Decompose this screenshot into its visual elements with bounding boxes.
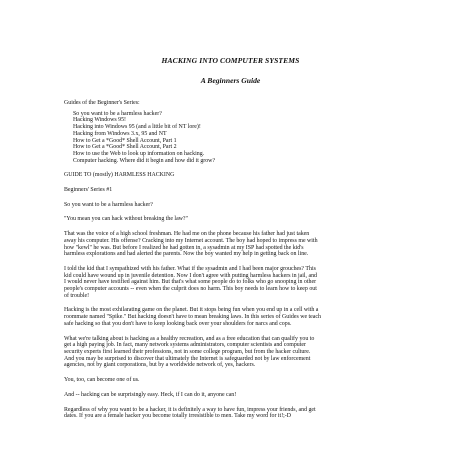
guides-heading: Guides of the Beginner's Series:: [64, 100, 140, 106]
text-line: security experts first learned their professions, not in some college program, but from the hacker culture.: [64, 348, 311, 355]
list-item: Hacking into Windows 95 (and a little bit of NT lore)!: [73, 124, 201, 131]
text-line: What we're talking about is hacking as a healthy recreation, and as a free education that can qualify you to: [64, 335, 315, 342]
text-line: away his computer. His offense? Cracking into my Internet account. The boy had hoped to impress me with: [64, 237, 318, 244]
text-line: roommate named "Spike." But hacking doesn't have to mean breaking laws. In this series of Guides we teach: [64, 314, 321, 321]
document-title: HACKING INTO COMPUTER SYSTEMS: [161, 56, 300, 65]
paragraph-3: [64, 307, 397, 327]
list-item: How to use the Web to look up information on hacking.: [73, 150, 205, 157]
list-item: Hacking from Windows 3.x, 95 and NT: [73, 130, 167, 137]
text-line: That was the voice of a high school freshman. He had me on the phone because his father had just taken: [64, 231, 310, 238]
text-line: Hacking is the most exhilarating game on the planet. But it stops being fun when you end up in a cell with a: [64, 307, 319, 314]
text-line: agencies, not by giant corporations, but by a worldwide network of, yes, hackers.: [64, 362, 256, 369]
paragraph-6: And -- hacking can be surprisingly easy. Heck, if I can do it, anyone can!: [64, 391, 237, 398]
text-line: people's computer accounts -- even when the culprit does no harm. This boy needs to learn how to keep out: [64, 286, 317, 293]
series-number: Beginners' Series #1: [64, 187, 113, 194]
document-subtitle: A Beginners Guide: [200, 76, 261, 85]
text-line: Regardless of why you want to be a hacker, it is definitely a way to have fun, impress your friends, and get: [64, 406, 316, 413]
list-item: Computer hacking. Where did it begin and how did it grow?: [73, 157, 216, 164]
guides-list: [64, 111, 397, 165]
text-line: of trouble!: [64, 292, 90, 299]
text-line: safe hacking so that you don't have to keep looking back over your shoulders for narcs and cops.: [64, 320, 292, 327]
text-line: get a high paying job. In fact, many network systems administrators, computer scientists and computer: [64, 342, 306, 349]
text-line: kid could have wound up in juvenile detention. Now I don't agree with putting harmless hackers in jail, and: [64, 272, 317, 279]
text-line: how "kewl" he was. But before I realized he had gotten in, a sysadmin at my ISP had spotted the kid's: [64, 244, 304, 251]
guide-to-heading: GUIDE TO (mostly) HARMLESS HACKING: [64, 172, 175, 179]
list-item: How to Get a *Good* Shell Account, Part 1: [73, 137, 177, 144]
list-item: How to Get a *Good* Shell Account, Part 2: [73, 144, 177, 151]
document-body: [64, 100, 397, 420]
text-line: harmless explorations and had alerted the parents. Now the boy wanted my help in getting back on line.: [64, 251, 309, 258]
paragraph-5: You, too, can become one of us.: [64, 377, 140, 384]
paragraph-2: [64, 266, 397, 300]
text-line: I told the kid that I sympathized with his father. What if the sysadmin and I had been major grouches? This: [64, 265, 316, 272]
list-item: So you want to be a harmless hacker?: [73, 110, 162, 117]
paragraph-1: [64, 231, 397, 258]
list-item: Hacking Windows 95!: [73, 117, 126, 124]
paragraph-7: [64, 407, 397, 420]
question-line: So you want to be a harmless hacker?: [64, 201, 153, 208]
text-line: I would never have testified against him. But that's what some people do to folks who go snooping in other: [64, 279, 317, 286]
paragraph-4: [64, 336, 397, 370]
quote-line: "You mean you can hack without breaking the law?": [64, 216, 188, 223]
text-line: And you may be surprised to discover that ultimately the Internet is safeguarded not by law enforcement: [64, 355, 311, 362]
text-line: dates. If you are a female hacker you become totally irresistible to men. Take my word for it!;-D: [64, 413, 292, 420]
